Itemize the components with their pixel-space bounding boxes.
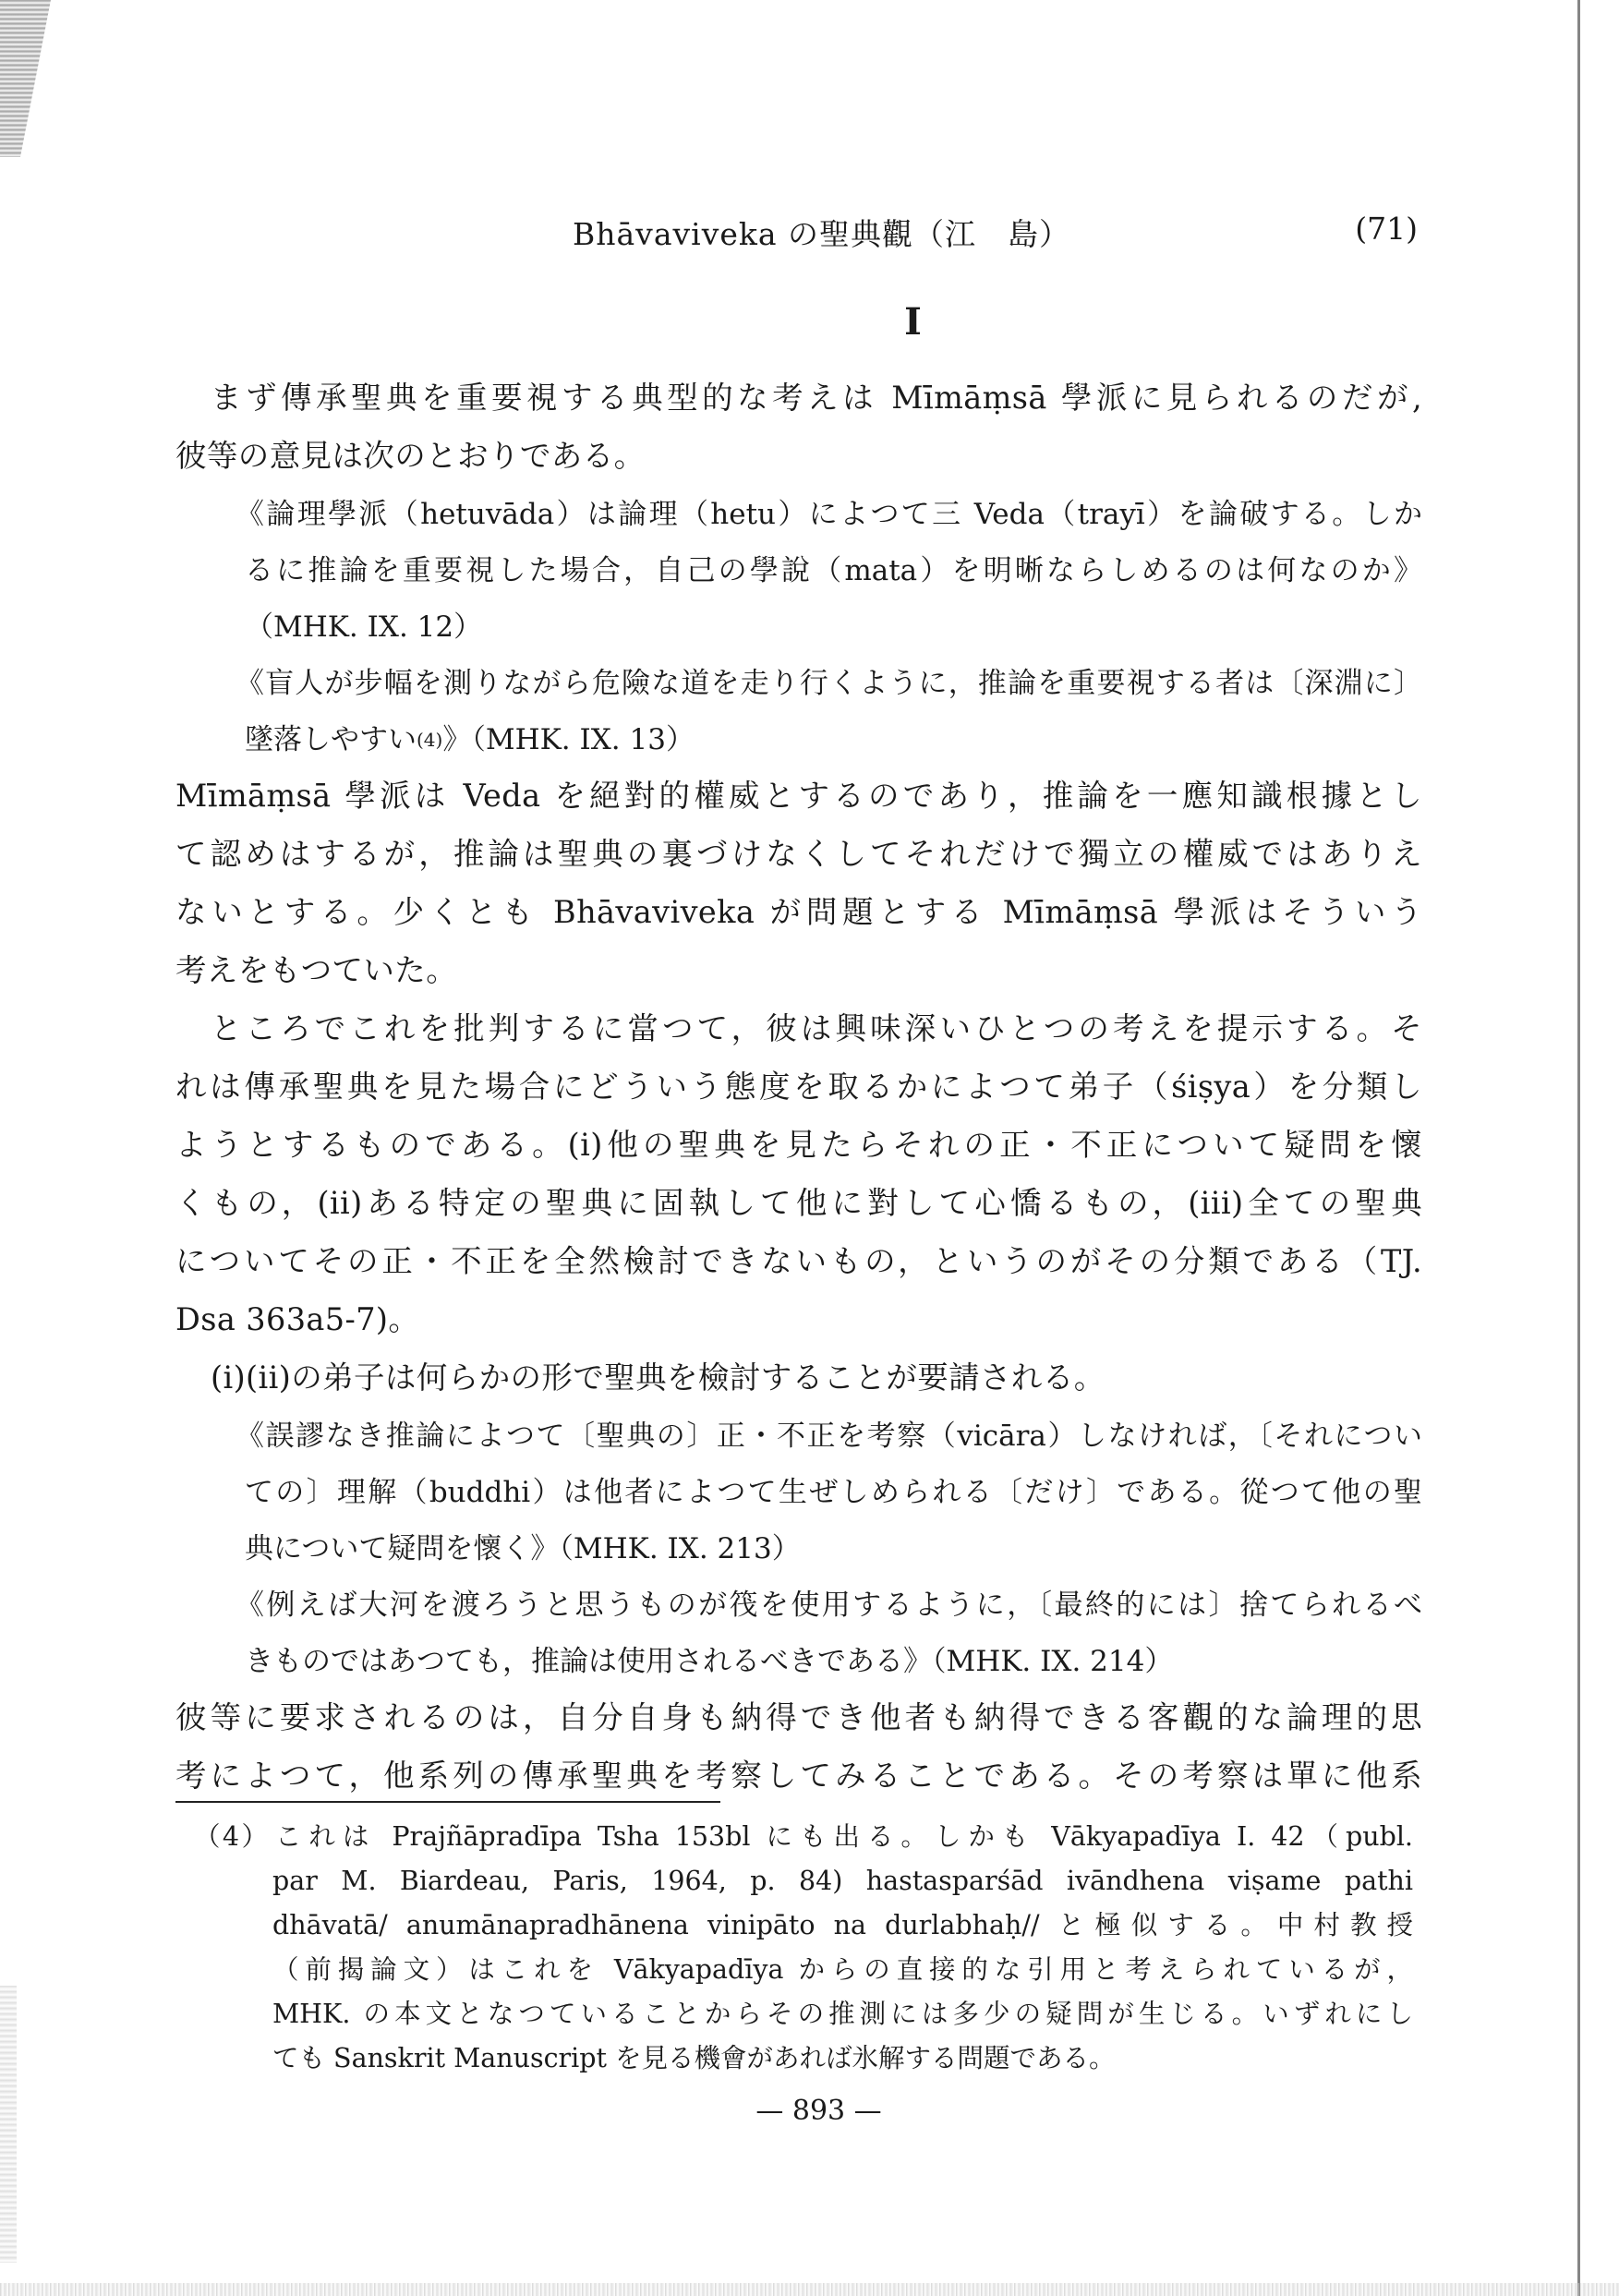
scan-artifact-left — [0, 0, 51, 157]
footnote-line: par M. Biardeau, Paris, 1964, p. 84) hastasparśād ivāndhena viṣame pathi — [272, 1866, 1413, 1896]
scan-artifact-bottom — [0, 2283, 1619, 2296]
paragraph-line: くもの，(ii)ある特定の聖典に固執して他に對して心憍るもの，(iii)全ての聖典 — [175, 1185, 1422, 1221]
paragraph-line: Dsa 363a5-7)。 — [175, 1301, 420, 1337]
footnote-number: （4） — [194, 1821, 268, 1852]
quotation-line: るに推論を重要視した場合，自己の學說（mata）を明晰ならしめるのは何なのか》 — [245, 554, 1422, 587]
page-folio: — 893 — — [755, 2095, 882, 2127]
paragraph-line: 彼等に要求されるのは，自分自身も納得でき他者も納得できる客觀的な論理的思 — [175, 1699, 1422, 1735]
paragraph-line: ようとするものである。(i)他の聖典を見たらそれの正・不正について疑問を懷 — [175, 1127, 1422, 1163]
footnote-line — [194, 1815, 1413, 1859]
paragraph-line: て認めはするが，推論は聖典の裏づけなくしてそれだけで獨立の權威ではありえ — [175, 836, 1422, 872]
section-numeral: I — [904, 300, 922, 344]
paragraph-line: についてその正・不正を全然檢討できないもの，というのがその分類である（TJ. — [175, 1243, 1422, 1279]
paragraph-line: れは傳承聖典を見た場合にどういう態度を取るかによつて弟子（śiṣya）を分類し — [175, 1069, 1422, 1105]
main-text — [175, 374, 1422, 1810]
scan-artifact-right-edge — [1577, 0, 1580, 2296]
footnote-reference[interactable]: (4) — [417, 729, 443, 751]
paragraph-line: 考えをもつていた。 — [175, 952, 458, 988]
footnote-line: （前揭論文）はこれを Vākyapadīya からの直接的な引用と考えられているが， — [272, 1954, 1413, 1985]
footnote-line: dhāvatā/ anumānapradhānena vinipāto na durlabhaḥ// と極似する。中村教授 — [272, 1910, 1413, 1940]
paragraph-line: まず傳承聖典を重要視する典型的な考えは Mīmāṃsā 學派に見られるのだが, — [211, 380, 1422, 416]
paragraph-line: ないとする。少くとも Bhāvaviveka が問題とする Mīmāṃsā 學派はそういう — [175, 894, 1422, 930]
footnote-text: これは Prajñāpradīpa Tsha 153bl にも出る。しかも Vākyapadīya I. 42（publ. — [268, 1821, 1413, 1852]
quotation-line: 典について疑問を懷く》（MHK. IX. 213） — [245, 1532, 801, 1565]
quotation-line: きものではあつても，推論は使用されるべきである》（MHK. IX. 214） — [245, 1645, 1174, 1678]
quotation-text: 墜落しやすい — [245, 723, 417, 756]
footnotes — [194, 1815, 1413, 2081]
running-head-title: Bhāvaviveka の聖典觀（江 島） — [573, 216, 1071, 252]
quotation-citation: 》（MHK. IX. 13） — [442, 723, 695, 756]
quotation-line: 《盲人が步幅を測りながら危險な道を走り行くように，推論を重要視する者は〔深淵に〕 — [236, 667, 1422, 700]
paragraph-line: 考によつて，他系列の傳承聖典を考察してみることである。その考察は單に他系 — [175, 1758, 1422, 1794]
quotation-line: 《例えば大河を渡ろうと思うものが筏を使用するように，〔最終的には〕捨てられるべ — [236, 1589, 1422, 1622]
paragraph-line: 彼等の意見は次のとおりである。 — [175, 438, 646, 474]
quotation-citation: （MHK. IX. 12） — [245, 610, 483, 644]
paragraph-line: (i)(ii)の弟子は何らかの形で聖典を檢討することが要請される。 — [211, 1359, 1106, 1396]
quotation-line: ての〕理解（buddhi）は他者によつて生ぜしめられる〔だけ〕である。從つて他の聖 — [245, 1476, 1422, 1509]
footnote-line: MHK. の本文となつていることからその推測には多少の疑問が生じる。いずれにし — [272, 1999, 1413, 2029]
quotation-line: 《誤謬なき推論によつて〔聖典の〕正・不正を考察（vicāra）しなければ，〔それについ — [236, 1420, 1422, 1453]
paragraph-line: ところでこれを批判するに當つて，彼は興味深いひとつの考えを提示する。そ — [211, 1010, 1422, 1046]
quotation-line — [175, 716, 1422, 764]
footnote-separator — [175, 1801, 720, 1803]
paragraph-line: Mīmāṃsā 學派は Veda を絕對的權威とするのであり，推論を一應知識根據とし — [175, 778, 1422, 814]
quotation-line: 《論理學派（hetuvāda）は論理（hetu）によつて三 Veda（trayī）を論破する。しか — [236, 498, 1422, 531]
footnote-line: ても Sanskrit Manuscript を見る機會があれば氷解する問題である。 — [272, 2043, 1116, 2073]
running-head-page-number: (71) — [1355, 211, 1418, 247]
running-head — [573, 211, 1418, 257]
